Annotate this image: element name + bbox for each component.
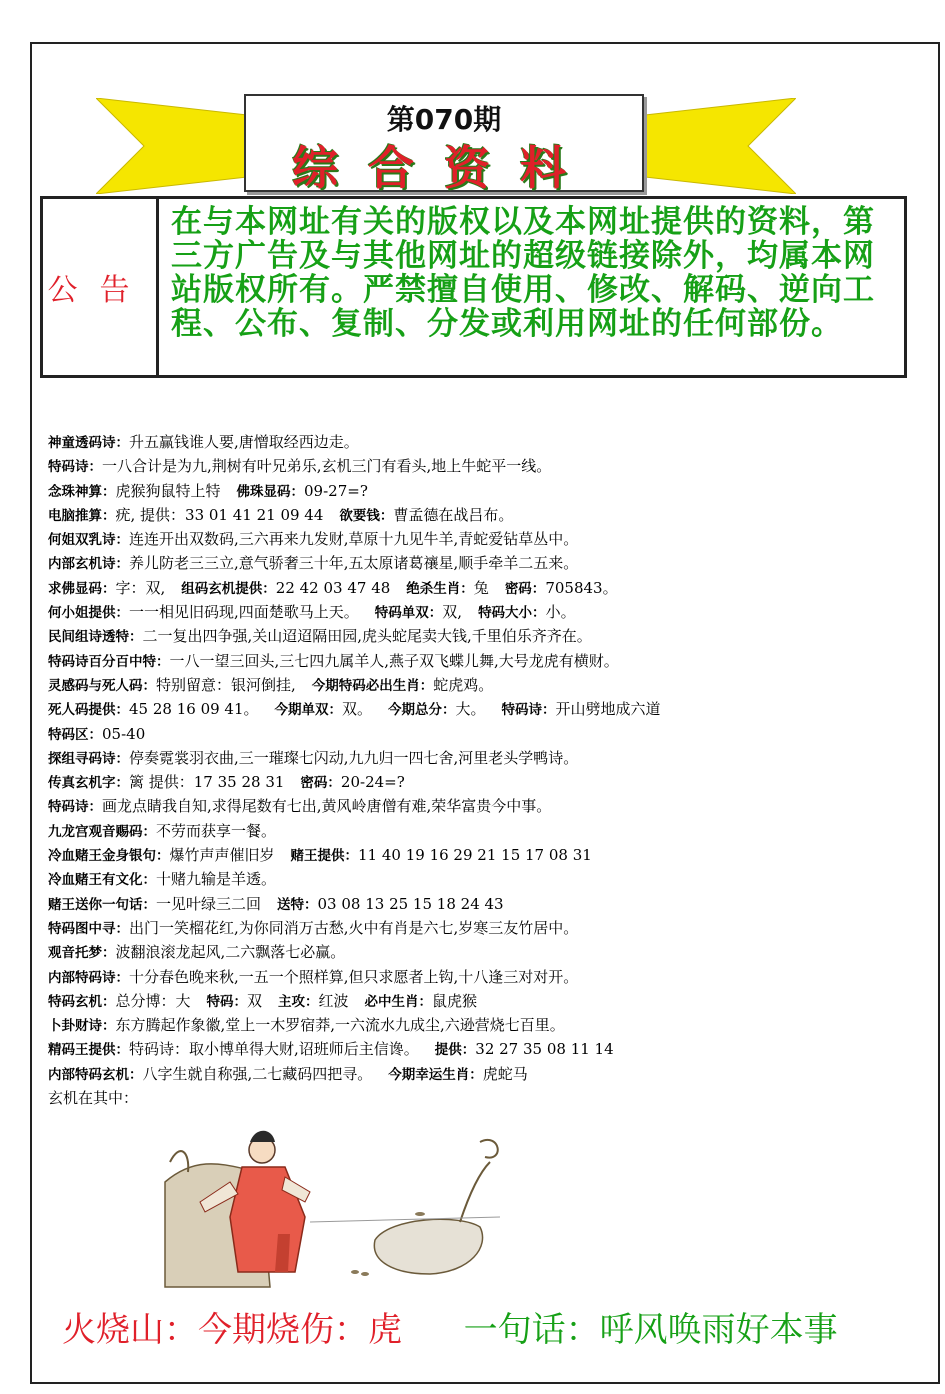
- row-key: 内部特码玄机：: [48, 1066, 143, 1083]
- row-value: 开山劈地成六道: [555, 700, 661, 719]
- row-key: 传真玄机字：: [48, 775, 129, 792]
- row-value: 升五赢钱谁人要,唐憎取经西边走。: [129, 433, 359, 451]
- info-row: [48, 989, 928, 1013]
- row-value: 总分博：大: [115, 991, 191, 1010]
- row-key: 必中生肖：: [364, 993, 433, 1010]
- info-row: [48, 965, 928, 989]
- row-value: 养儿防老三三立,意气骄奢三十年,五太原诸葛禳星,顺手牵羊二五来。: [129, 554, 579, 573]
- info-row: [48, 600, 928, 624]
- row-key: 提供：: [434, 1042, 476, 1059]
- info-row: [48, 673, 928, 697]
- row-key: 灵感码与死人码：: [48, 677, 156, 694]
- row-value: 特码诗：取小博单得大财,诏班师后主信谗。: [129, 1040, 419, 1059]
- row-key: 探组寻码诗：: [48, 750, 129, 767]
- row-value: 十分春色晚来秋,一五一个照样算,但只求愿者上钩,十八逢三对对开。: [129, 967, 579, 986]
- row-value: 十赌九输是羊透。: [156, 870, 277, 889]
- row-key: 内部特码诗：: [48, 969, 129, 986]
- row-value: 画龙点睛我自知,求得尾数有七出,黄风岭唐僧有难,荣华富贵今中事。: [102, 797, 552, 816]
- row-value: 红波: [318, 991, 349, 1010]
- row-value: 曹孟德在战吕布。: [393, 505, 514, 524]
- row-key: 佛珠显码：: [236, 483, 305, 500]
- row-value: 蛇虎鸡。: [433, 675, 494, 694]
- info-row: [48, 916, 928, 940]
- row-key: 求佛显码：: [48, 580, 116, 597]
- info-row: [48, 649, 928, 673]
- info-list: [48, 430, 928, 1110]
- footer-line: [62, 1302, 838, 1351]
- info-row: [48, 1062, 928, 1086]
- row-key: 特码玄机：: [48, 993, 116, 1010]
- row-key: 主攻：: [278, 993, 319, 1010]
- row-key: 今期特码必出生肖：: [311, 677, 434, 694]
- row-value: 波翻浪滚龙起风,二六飘落七必赢。: [115, 943, 346, 962]
- footer-left: 火烧山：今期烧伤：虎: [62, 1310, 402, 1350]
- row-key: 特码诗：: [48, 799, 102, 816]
- row-value: 篱 提供：17 35 28 31: [129, 773, 285, 792]
- notice-box: [40, 196, 907, 378]
- row-key: 特码图中寻：: [48, 920, 129, 937]
- right-ribbon-decoration: [636, 98, 796, 194]
- info-row: [48, 503, 928, 527]
- row-key: 赌王提供：: [290, 848, 359, 865]
- info-row: [48, 1013, 928, 1037]
- scholar-illustration: [160, 1122, 520, 1292]
- info-row: [48, 454, 928, 478]
- info-row: [48, 722, 928, 746]
- row-key: 赌王送你一句话：: [48, 896, 156, 913]
- row-value: 05-40: [102, 724, 146, 743]
- row-key: 内部玄机诗：: [48, 556, 129, 573]
- row-key: 观音托梦：: [48, 945, 116, 962]
- row-value: 兔: [473, 578, 489, 597]
- row-value: 双。: [342, 700, 373, 719]
- row-key: 冷血赌王有文化：: [48, 872, 156, 889]
- header-title-box: [244, 94, 644, 195]
- row-value: 03 08 13 25 15 18 24 43: [317, 894, 504, 913]
- info-row: [48, 940, 928, 964]
- row-value: 玄机在其中：: [48, 1089, 139, 1108]
- info-row: [48, 697, 928, 721]
- row-key: 冷血赌王金身银句：: [48, 848, 170, 865]
- info-row: [48, 770, 928, 794]
- row-key: 特码：: [206, 993, 248, 1010]
- info-row: [48, 794, 928, 818]
- row-value: 疣, 提供：33 01 41 21 09 44: [115, 505, 324, 524]
- row-key: 今期幸运生肖：: [388, 1066, 483, 1083]
- row-key: 死人码提供：: [48, 702, 129, 719]
- row-value: 虎蛇马: [482, 1064, 528, 1083]
- row-value: 小。: [545, 603, 576, 622]
- row-value: 出门一笑榴花红,为你同消万古愁,火中有肖是六七,岁寒三友竹居中。: [129, 918, 579, 937]
- row-key: 密码：: [504, 580, 546, 597]
- row-value: 爆竹声声催旧岁: [169, 846, 275, 865]
- info-row: [48, 430, 928, 454]
- footer-right: 一句话：呼风唤雨好本事: [463, 1310, 838, 1350]
- row-key: 特码诗：: [501, 702, 556, 719]
- row-key: 电脑推算：: [48, 507, 116, 524]
- info-row: [48, 746, 928, 770]
- row-value: 不劳而获享一餐。: [156, 821, 277, 840]
- row-key: 绝杀生肖：: [406, 580, 474, 597]
- info-row: [48, 1037, 928, 1061]
- row-value: 虎猴狗鼠特上特: [115, 481, 221, 500]
- row-value: 连连开出双数码,三六再来九发财,草原十九见牛羊,青蛇爱钻草丛中。: [129, 530, 579, 549]
- row-key: 九龙宫观音赐码：: [48, 823, 156, 840]
- row-value: 双,: [442, 603, 463, 622]
- row-key: 送特：: [277, 896, 318, 913]
- row-value: 东方腾起作象徽,堂上一木罗宿莽,一六流水九成尘,六逊营烧七百里。: [115, 1016, 565, 1035]
- info-row: [48, 551, 928, 575]
- row-key: 卜卦财诗：: [48, 1018, 116, 1035]
- row-value: 一八一望三回头,三七四九属羊人,燕子双飞蝶儿舞,大号龙虎有横财。: [169, 651, 619, 670]
- issue-number: 第070期: [386, 103, 502, 136]
- row-value: 二一复出四争强,关山迢迢隔田园,虎头蛇尾卖大钱,千里伯乐齐齐在。: [142, 627, 592, 646]
- row-key: 组码玄机提供：: [181, 580, 276, 597]
- info-row: [48, 892, 928, 916]
- page-title: 综合资料: [292, 141, 596, 195]
- row-value: 双: [247, 991, 263, 1010]
- row-key: 何姐双乳诗：: [48, 532, 129, 549]
- info-row: [48, 867, 928, 891]
- row-value: 八字生就自称强,二七藏码四把寻。: [142, 1064, 373, 1083]
- notice-text: 在与本网址有关的版权以及本网址提供的资料，第三方广告及与其他网址的超级链接除外，均属本网站版权所有。严禁擅自使用、修改、解码、逆向工程、公布、复制、分发或利用网址的任何部份。: [171, 204, 875, 342]
- row-value: 一八合计是为九,荆树有叶兄弟乐,玄机三门有看头,地上牛蛇平一线。: [102, 457, 552, 476]
- row-value: 09-27=?: [304, 481, 368, 500]
- row-value: 32 27 35 08 11 14: [475, 1040, 614, 1059]
- row-value: 705843。: [545, 578, 618, 597]
- info-row: [48, 1086, 928, 1110]
- row-value: 11 40 19 16 29 21 15 17 08 31: [358, 846, 592, 865]
- row-value: 鼠虎猴: [432, 991, 478, 1010]
- row-value: 20-24=?: [340, 773, 405, 792]
- row-key: 特码单双：: [374, 605, 443, 622]
- info-row: [48, 624, 928, 648]
- row-key: 精码王提供：: [48, 1042, 129, 1059]
- info-row: [48, 819, 928, 843]
- row-value: 大。: [455, 700, 486, 719]
- row-key: 特码大小：: [478, 605, 546, 622]
- row-key: 特码区：: [48, 726, 102, 743]
- info-row: [48, 576, 928, 600]
- row-key: 念珠神算：: [48, 483, 116, 500]
- row-value: 45 28 16 09 41。: [129, 700, 259, 719]
- row-key: 欲要钱：: [339, 507, 394, 524]
- left-ribbon-decoration: [96, 98, 256, 194]
- row-key: 神童透码诗：: [48, 435, 129, 451]
- info-row: [48, 527, 928, 551]
- notice-label: 公告: [43, 199, 159, 375]
- row-value: 22 42 03 47 48: [275, 578, 391, 597]
- row-key: 今期单双：: [274, 702, 343, 719]
- row-key: 特码诗：: [48, 459, 102, 476]
- row-value: 一一相见旧码现,四面楚歌马上天。: [129, 603, 359, 622]
- row-key: 特码诗百分百中特：: [48, 653, 170, 670]
- row-value: 特别留意：银河倒挂,: [156, 675, 296, 694]
- info-row: [48, 843, 928, 867]
- row-value: 一见叶绿三二回: [156, 894, 262, 913]
- info-row: [48, 479, 928, 503]
- row-value: 字：双,: [115, 578, 166, 597]
- row-key: 民间组诗透特：: [48, 629, 143, 646]
- row-key: 今期总分：: [388, 702, 456, 719]
- row-value: 停奏霓裳羽衣曲,三一璀璨七闪动,九九归一四七舍,河里老头学鸭诗。: [129, 748, 579, 767]
- row-key: 密码：: [300, 775, 341, 792]
- row-key: 何小姐提供：: [48, 605, 129, 622]
